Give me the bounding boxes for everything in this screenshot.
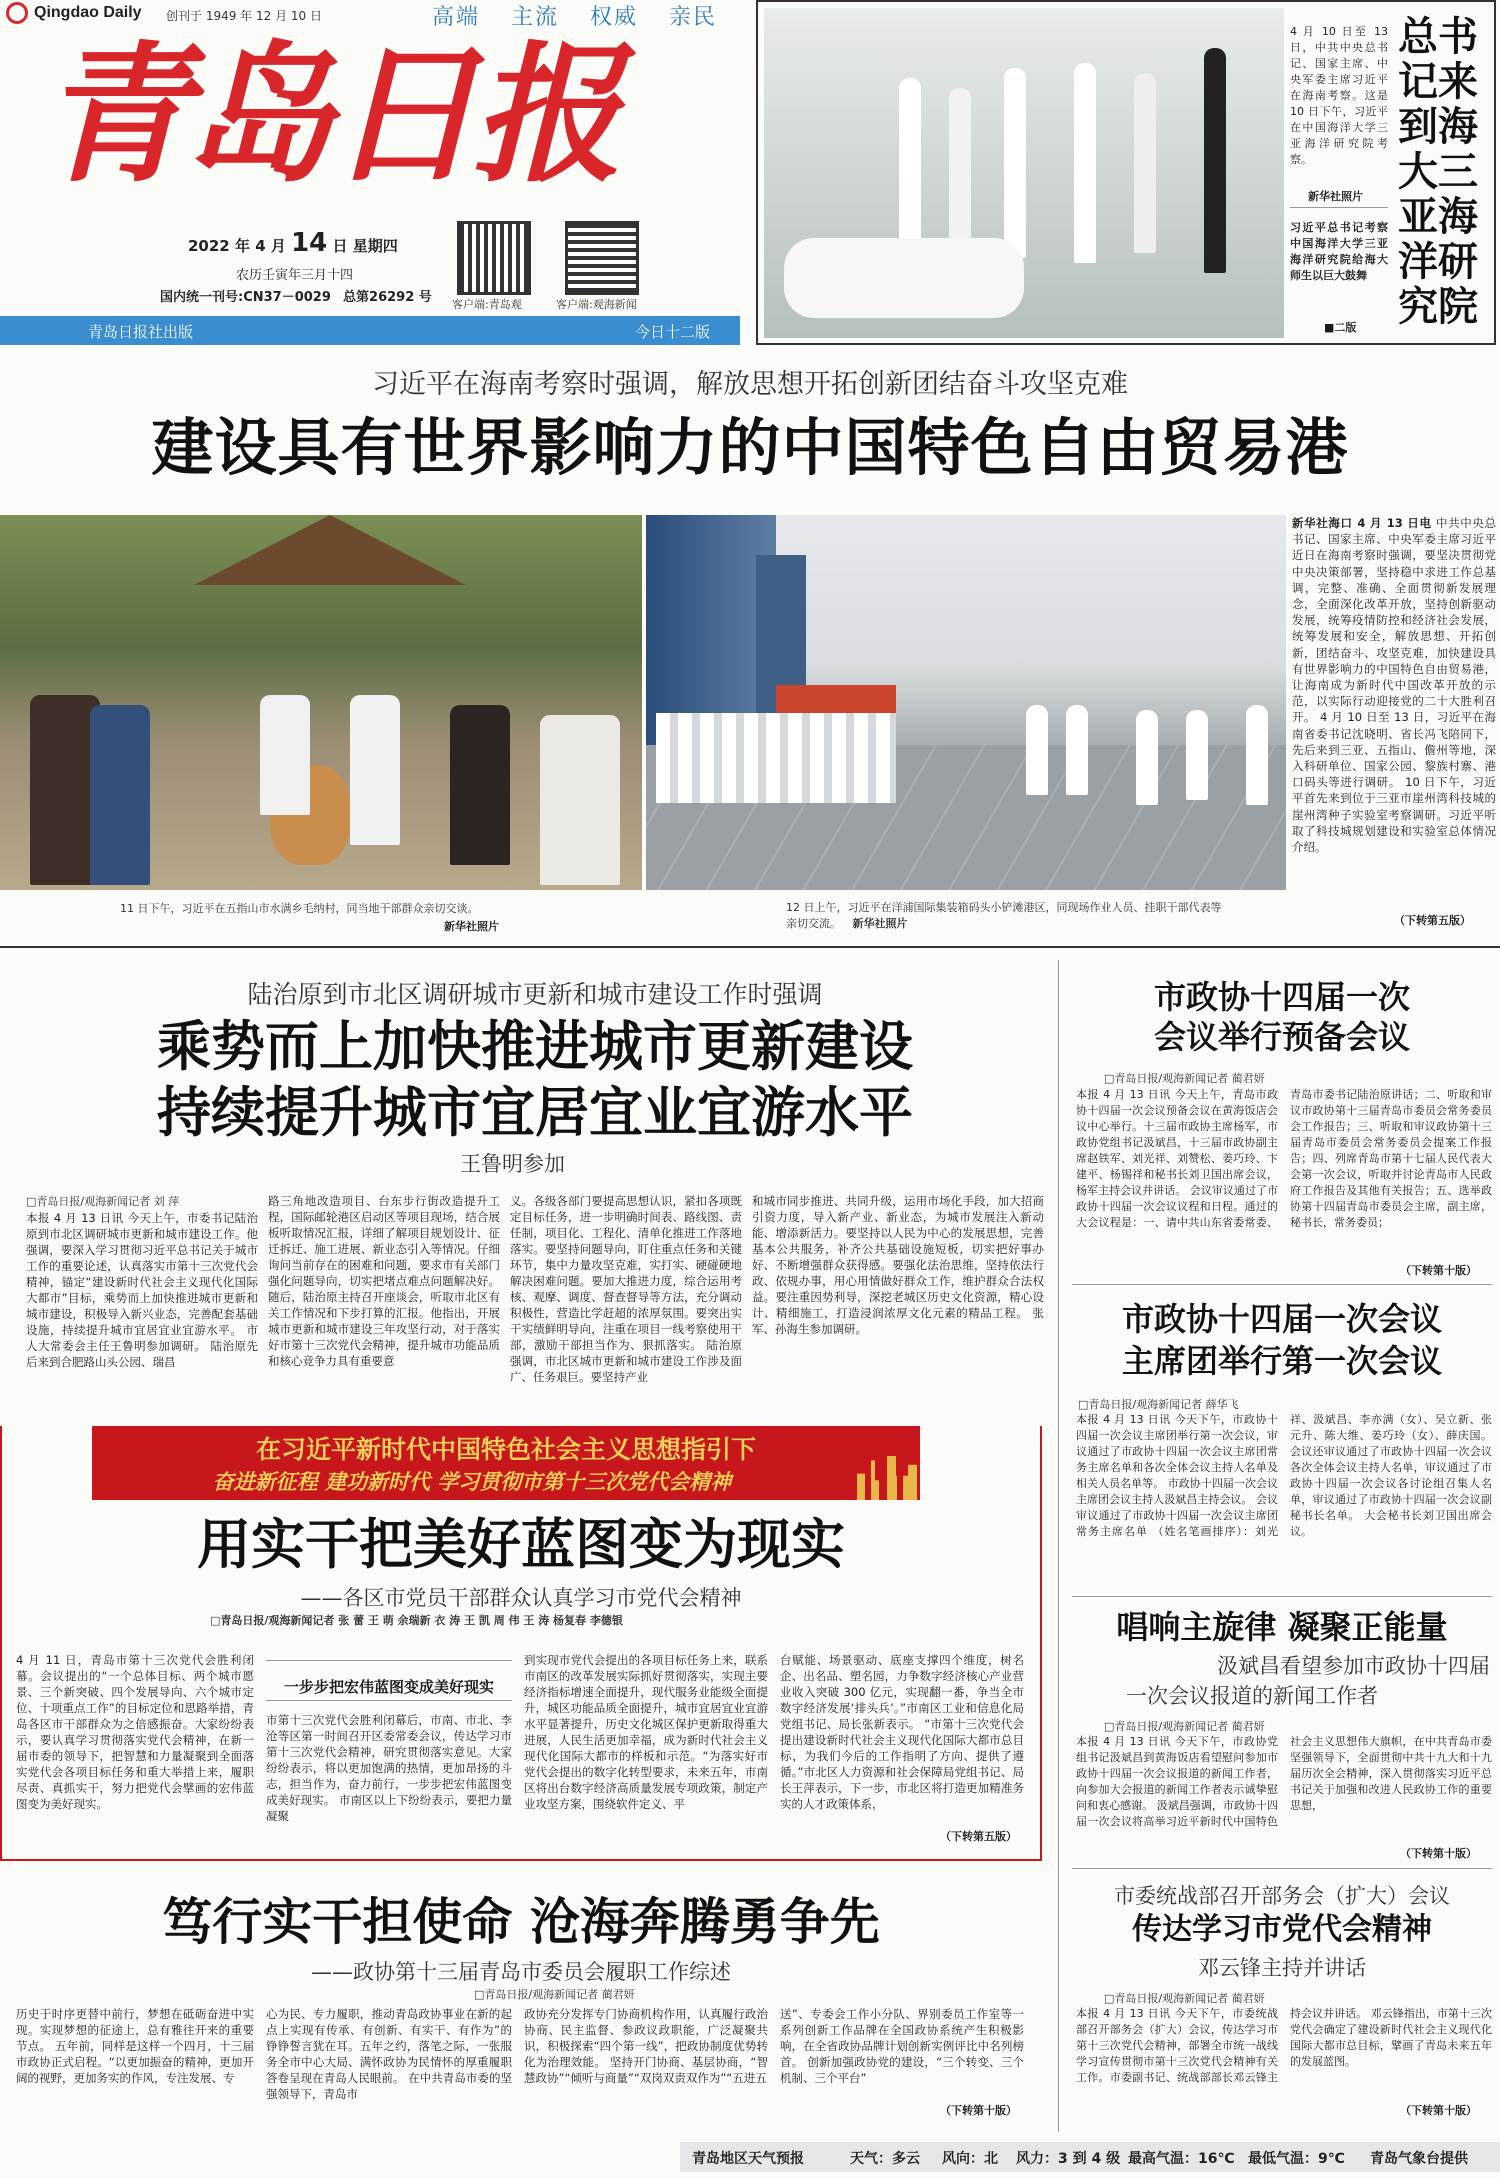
feature-byline: □青岛日报/观海新闻记者 张 蕾 王 萌 余瑞新 衣 涛 王 凯 周 伟 王 涛 杨复春 李德银 bbox=[210, 1614, 623, 1627]
right-s3-headline[interactable]: 唱响主旋律 凝聚正能量 bbox=[1116, 1608, 1448, 1646]
qr-code-icon[interactable] bbox=[568, 224, 636, 292]
right-s1-continued[interactable]: （下转第十版） bbox=[1400, 1264, 1477, 1277]
city-headline-1[interactable]: 乘势而上加快推进城市更新建设 bbox=[157, 1014, 913, 1078]
right-s1-headline-1[interactable]: 市政协十四届一次 bbox=[1153, 978, 1410, 1016]
right-s4-byline: □青岛日报/观海新闻记者 蔺君妍 bbox=[1104, 1992, 1265, 2005]
feature-col-2-subhead: 一步步把宏伟蓝图变成美好现实 bbox=[283, 1678, 494, 1696]
cppcc-continued[interactable]: （下转第十版） bbox=[940, 2104, 1017, 2117]
city-col-2: 路三角地改造项目、台东步行街改造提升工程，国际邮轮港区启动区等项目现场，结合展板听取情况汇报，详细了解项目规划设计、征迁拆迁、施工进展、新业态引入等情况。仔细询问当前存在的困难和问题，要求市有关部门强化问题导向，切实把堵点难点问题解决好。 随后，陆治原主持召开座谈会，听取市北区有关工作情况和下步打算的汇报。他指出，开展城市更新和城市建设三年攻坚行动，对于落实好市第十三次党代会精神，提升城市功能品质和核心竞争力具有重要意 bbox=[268, 1194, 500, 1368]
right-s2-body: 本报 4 月 13 日讯 今天下午，市政协十四届一次会议主席团举行第一次会议，审议通过了市政协十四届一次会议主席团常务主席名单和各次全体会议主持人名单及相关人员名单等。 市政协十四届一次会议主席团会议主持人汲斌昌主持会议。 会议审议通过了市政协十四届一次会议主席团常务主席名单 （姓名笔画排序）：刘光祥、汲斌昌、李亦满（女）、吴立新、张元升、陈大维、姜巧玲（女）、薛庆国。 会议还审议通过了市政协十四届一次会议各次全体会议主持人名单，审议通过了市政协十四届一次会议各讨论组召集人名单，审议通过了市政协十四届一次会议副秘书长名单。 大会秘书长刘卫国出席会议。 bbox=[1076, 1413, 1492, 1538]
newspaper-title: 青岛日报 bbox=[40, 27, 617, 203]
weather-bar bbox=[680, 2142, 1500, 2172]
weather-high: 最高气温：16℃ bbox=[1128, 2151, 1235, 2167]
weather-sky: 天气：多云 bbox=[850, 2151, 920, 2167]
feature-col-1: 4 月 11 日，青岛市第十三次党代会胜利闭幕。会议提出的“一个总体目标、两个城市愿景、三个新突破、四个发展导向、六个城市定位、十项重点工作”的目标定位和思路举措，青岛各区市干部群众为之倍感振奋。大家纷纷表示，要认真学习贯彻落实党代会精神，在新一届市委的领导下，把智慧和力量凝聚到全面落实党代会各项目标任务和重大举措上来，履职尽责、真抓实干，努力把党代会擘画的宏伟蓝图变为美好现实。 bbox=[16, 1653, 254, 1811]
weather-wind-force: 风力：3 到 4 级 bbox=[1016, 2151, 1121, 2167]
lead-headline[interactable]: 建设具有世界影响力的中国特色自由贸易港 bbox=[151, 411, 1349, 484]
cppcc-col-3: 政协充分发挥专门协商机构作用，认真履行政治协商、民主监督、参政议政职能，广泛凝聚共识，积极探索“四个第一线”，把政协制度优势转化为治理效能。 坚持开门协商、基层协商，“智慧政协”“倾听与商量”“双岗双责双作为”“五进五 bbox=[524, 2007, 768, 2085]
right-s4-body: 本报 4 月 13 日讯 今天下午，市委统战部召开部务会（扩大）会议，传达学习市第十三次党代会精神，部署全市统一战线学习宣传贯彻市第十三次党代会精神有关工作。市委副书记、统战部部长邓云锋主持会议并讲话。 邓云锋指出，市第十三次党代会确定了建设新时代社会主义现代化国际大都市总目标，擘画了青岛未来五年的发展蓝图。 bbox=[1076, 2007, 1492, 2084]
feature-banner bbox=[92, 1426, 920, 1500]
right-s4-continued[interactable]: （下转第十版） bbox=[1400, 2104, 1477, 2117]
issue-day: 14 bbox=[291, 228, 328, 258]
slogan: 权威 bbox=[590, 5, 639, 30]
photo-1-credit: 新华社照片 bbox=[444, 920, 499, 933]
publisher: 青岛日报社出版 bbox=[88, 323, 194, 341]
city-kicker: 陆治原到市北区调研城市更新和城市建设工作时强调 bbox=[247, 980, 823, 1009]
right-s4-headline[interactable]: 传达学习市党代会精神 bbox=[1132, 1912, 1432, 1947]
city-col-4: 和城市同步推进、共同升级，运用市场化手段，加大招商引资力度，导入新产业、新业态，为城市发展注入新动能、增添新活力。要坚持以人民为中心的发展思想，完善基本公共服务，补齐公共基础设施短板，切实把好事办好、不断增强群众获得感。要强化法治思维，坚持依法行政、依规办事，用心用情做好群众工作，维护群众合法权益。要注重因势利导，深挖老城区历史文化资源，精心设计、精细施工，打造浸润浓厚文化元素的精品工程。 张军、孙海生参加调研。 bbox=[752, 1194, 1044, 1336]
issn: 国内统一刊号:CN37－0029 总第26292 号 bbox=[160, 290, 432, 305]
banner-line-2: 奋进新征程 建功新时代 学习贯彻市第十三次党代会精神 bbox=[212, 1469, 732, 1494]
lead-photo-1[interactable] bbox=[0, 515, 642, 890]
lead-body: 新华社海口 4 月 13 日电 中共中央总书记、国家主席、中央军委主席习近平近日在海南考察时强调，要坚决贯彻党中央决策部署，坚持稳中求进工作总基调，完整、准确、全面贯彻新发展理念，全面深化改革开放，坚持创新驱动发展，统筹疫情防控和经济社会发展，统筹发展和安全，解放思想、开拓创新，团结奋斗、攻坚克难，加快建设具有世界影响力的中国特色自由贸易港，让海南成为新时代中国改革开放的示范，以实际行动迎接党的二十大胜利召开。 4 月 10 日至 13 日，习近平在海南省委书记沈晓明、省长冯飞陪同下，先后来到三亚、五指山、儋州等地，深入科研单位、国家公园、黎族村寨、港口码头等进行调研。 10 日下午，习近平首先来到位于三亚市崖州湾科技城的崖州湾种子实验室考察调研。习近平听取了科技城规划建设和实验室总体情况介绍。 bbox=[1292, 516, 1496, 855]
feature-subhead: ——各区市党员干部群众认真学习市党代会精神 bbox=[300, 1586, 742, 1610]
right-s1-byline: □青岛日报/观海新闻记者 蔺君妍 bbox=[1104, 1072, 1265, 1085]
banner-line-1: 在习近平新时代中国特色社会主义思想指引下 bbox=[255, 1435, 756, 1464]
city-col-3: 义。各级各部门要提高思想认识，紧扣各项既定目标任务，进一步明确时间表、路线图、责任制，项目化、工程化、清单化推进工作落地落实。要坚持问题导向，盯住重点任务和关键环节，集中力量攻坚克难，实打实、硬碰硬地解决困难问题。要加大推进力度，综合运用考核、观摩、调度、督查督导等方法，充分调动积极性，营造比学赶超的浓厚氛围。要突出实干实绩鲜明导向，注重在项目一线考察使用干部，激励干部担当作为、狠抓落实。 陆治原强调，市北区城市更新和城市建设工作涉及面广、任务艰巨。要坚持产业 bbox=[510, 1194, 742, 1384]
cppcc-headline[interactable]: 笃行实干担使命 沧海奔腾勇争先 bbox=[162, 1892, 880, 1951]
page-ref[interactable]: ■二版 bbox=[1324, 321, 1357, 334]
issue-date: 2022 年 4 月 14 日 星期四 bbox=[188, 228, 398, 258]
cppcc-col-4: 送”、专委会工作小分队、界别委员工作室等一系列创新工作品牌在全国政协系统产生积极影响，在全省政协品牌计划创新实例评比中名列榜首。 创新加强政协党的建设，“三个转变、三个机制、三个平台” bbox=[780, 2007, 1024, 2085]
right-s3-sub-2: 一次会议报道的新闻工作者 bbox=[1126, 1684, 1378, 1708]
cppcc-byline: □青岛日报/观海新闻记者 蔺君妍 bbox=[474, 1988, 635, 2001]
feature-col-3: 到实现市党代会提出的各项目标任务上来，联系市南区的改革发展实际抓好贯彻落实，实现主要经济指标增速全面提升，现代服务业能级全面提升，城区功能品质全面提升，城市宜居宜业宜游水平显著提升，历史文化城区保护更新取得重大进展，人民生活更加幸福，成为新时代社会主义现代化国际大都市的样板和示范。“为落实好市党代会提出的数字化转型要求，未来五年，市南区将出台数字经济高质量发展专项政策，制定产业攻坚方案，围绕软件定义、平 bbox=[524, 1653, 768, 1811]
cppcc-subhead: ——政协第十三届青岛市委员会履职工作综述 bbox=[311, 1960, 731, 1984]
right-s4-sub: 邓云锋主持并讲话 bbox=[1198, 1956, 1366, 1980]
weather-wind-dir: 风向：北 bbox=[942, 2151, 998, 2167]
top-news-credit: 新华社照片 bbox=[1308, 190, 1363, 203]
founded-date: 创刊于 1949 年 12 月 10 日 bbox=[166, 9, 322, 23]
slogan: 亲民 bbox=[669, 5, 718, 30]
qr-caption: 客户端:观海新闻 bbox=[556, 298, 637, 311]
cppcc-col-1: 历史于时序更替中前行，梦想在砥砺奋进中实现。实现梦想的征途上，总有雅往开来的重要节点。 五年前，同样是这样一个四月，十三届市政协正式启程。“以更加振奋的精神，更加开阔的视野，更加务实的作风，专注发展、专 bbox=[16, 2007, 254, 2085]
top-news-headline[interactable]: 总书记来到海大三亚海洋研究院 bbox=[1398, 13, 1478, 330]
lead-continued[interactable]: （下转第五版） bbox=[1390, 912, 1471, 928]
qr-caption: 客户端:青岛观 bbox=[452, 298, 522, 311]
top-news-teaser[interactable]: 习近平总书记考察中国海洋大学三亚海洋研究院给海大师生以巨大鼓舞 bbox=[1290, 221, 1388, 282]
city-col-1: 本报 4 月 13 日讯 今天上午，市委书记陆治原到市北区调研城市更新和城市建设工作。他强调，要深入学习贯彻习近平总书记关于城市工作的重要论述，认真落实市第十三次党代会精神，锚定“建设新时代社会主义现代化国际大都市”目标，乘势而上加快推进城市更新和城市建设，积极导入新兴业态，完善配套基础设施，持续提升城市宜居宜业宜游水平。 市人大常委会主任王鲁明参加调研。 陆治原先后来到合肥路山头公园、瑞昌 bbox=[26, 1211, 258, 1369]
feature-col-4: 台赋能、场景驱动、底座支撑四个维度，树名企、出名品、塑名园，力争数字经济核心产业营业收入突破 300 亿元，实现翻一番，争当全市数字经济发展‘排头兵’。”市南区工业和信息化局党组书记、局长张新表示。 “市第十三次党代会提出建设新时代社会主义现代化国际大都市总目标，为我们今后的工作指明了方向、提供了遵循。”市北区人力资源和社会保障局党组书记、局长王萍表示，下一步，市北区将打造更加精准务实的人才政策体系， bbox=[780, 1653, 1024, 1811]
city-byline: □青岛日报/观海新闻记者 刘 萍 bbox=[26, 1195, 180, 1208]
right-s3-byline: □青岛日报/观海新闻记者 蔺君妍 bbox=[1104, 1720, 1265, 1733]
slogan: 高端 bbox=[432, 5, 481, 30]
publisher-bar bbox=[0, 316, 740, 345]
qr-code-icon[interactable] bbox=[460, 224, 528, 292]
lunar-date: 农历壬寅年三月十四 bbox=[236, 268, 354, 283]
right-s4-kicker: 市委统战部召开部务会（扩大）会议 bbox=[1114, 1884, 1450, 1908]
feature-continued[interactable]: （下转第五版） bbox=[940, 1830, 1017, 1843]
right-s1-body: 本报 4 月 13 日讯 今天上午，青岛市政协十四届一次会议预备会议在黄海饭店会议中心举行。十三届市政协主席杨军，市政协党组书记汲斌昌，十三届市政协副主席赵铁军、刘光祥、刘赞松、姜巧玲、卞建平、杨锡祥和秘书长刘卫国出席会议，杨军主持会议并讲话。 会议审议通过了市政协十四届一次会议议程和日程。通过的大会议程是：一、请中共山东省委常委、青岛市委书记陆治原讲话；二、听取和审议市政协第十三届青岛市委员会常务委员会工作报告；三、听取和审议政协第十三届青岛市委员会常务委员会提案工作报告；四、列席青岛市第十七届人民代表大会第一次会议，听取并讨论青岛市人民政府工作报告及其他有关报告；五、选举政协第十四届青岛市委员会主席，副主席，秘书长，常务委员； bbox=[1076, 1088, 1492, 1229]
weather-low: 最低气温：9℃ bbox=[1248, 2151, 1345, 2167]
top-news-box bbox=[756, 0, 1496, 345]
right-s1-headline-2[interactable]: 会议举行预备会议 bbox=[1153, 1018, 1410, 1056]
dateline: 新华社海口 4 月 13 日电 bbox=[1292, 516, 1432, 530]
right-s2-byline: □青岛日报/观海新闻记者 薛华飞 bbox=[1078, 1398, 1239, 1411]
city-headline-2[interactable]: 持续提升城市宜居宜业宜游水平 bbox=[157, 1080, 913, 1144]
slogan: 主流 bbox=[511, 5, 560, 30]
cppcc-col-2: 心为民、专力履职，推动青岛政协事业在新的起点上实现有传承、有创新、有实干、有作为”的铮铮誓言犹在耳。五年之约，落笔之际，一张服务全市中心大局、满怀政协为民情怀的厚重履职答卷呈现在青岛人民眼前。 在中共青岛市委的坚强领导下，青岛市 bbox=[266, 2007, 512, 2101]
top-news-photo[interactable] bbox=[764, 8, 1284, 338]
city-subline: 王鲁明参加 bbox=[460, 1152, 565, 1176]
lead-photo-2[interactable] bbox=[646, 515, 1286, 890]
feature-col-2: 市第十三次党代会胜利闭幕后，市南、市北、李沧等区第一时间召开区委常委会议，传达学习市第十三次党代会精神，研究贯彻落实意见。大家纷纷表示，将以更加饱满的热情，更加昂扬的斗志，担当作为，奋力前行，一步步把宏伟蓝图变成美好现实。 市南区以上下纷纷表示，要把力量凝聚 bbox=[266, 1713, 512, 1823]
photo-1-caption: 11 日下午，习近平在五指山市水满乡毛纳村，同当地干部群众亲切交谈。 bbox=[120, 902, 479, 915]
feature-headline[interactable]: 用实干把美好蓝图变为现实 bbox=[197, 1512, 845, 1576]
right-s3-sub-1: 汲斌昌看望参加市政协十四届 bbox=[1217, 1654, 1490, 1678]
right-s2-headline-2[interactable]: 主席团举行第一次会议 bbox=[1121, 1342, 1442, 1380]
lead-kicker: 习近平在海南考察时强调，解放思想开拓创新团结奋斗攻坚克难 bbox=[372, 369, 1128, 400]
right-s2-headline-1[interactable]: 市政协十四届一次会议 bbox=[1121, 1300, 1442, 1338]
right-s3-continued[interactable]: （下转第十版） bbox=[1400, 1847, 1477, 1860]
masthead bbox=[0, 0, 740, 345]
top-news-caption: 4 月 10 日至 13 日，中共中央总书记、国家主席、中央军委主席习近平在海南考察。这是 10 日下午，习近平在中国海洋大学三亚海洋研究院考察。 bbox=[1290, 25, 1388, 166]
weather-label: 青岛地区天气预报 bbox=[692, 2151, 804, 2167]
page-count: 今日十二版 bbox=[634, 323, 710, 341]
english-name: Qingdao Daily bbox=[34, 4, 142, 21]
masthead-logo-icon bbox=[6, 2, 28, 24]
right-s3-body: 本报 4 月 13 日讯 今天下午，市政协党组书记汲斌昌到黄海饭店看望慰问参加市政协十四届一次会议报道的新闻工作者，向参加大会报道的新闻工作者表示诚挚慰问和衷心感谢。 汲斌昌强调，市政协十四届一次会议将高举习近平新时代中国特色社会主义思想伟大旗帜，在中共青岛市委坚强领导下，全面贯彻中共十九大和十九届历次全会精神，深入贯彻落实习近平总书记关于加强和改进人民政协工作的重要思想， bbox=[1076, 1735, 1492, 1828]
weather-source: 青岛气象台提供 bbox=[1370, 2151, 1468, 2167]
photo-2-caption: 12 日上午，习近平在洋浦国际集装箱码头小铲滩港区，同现场作业人员、挂职干部代表等亲切交流。 新华社照片 bbox=[786, 901, 1222, 930]
